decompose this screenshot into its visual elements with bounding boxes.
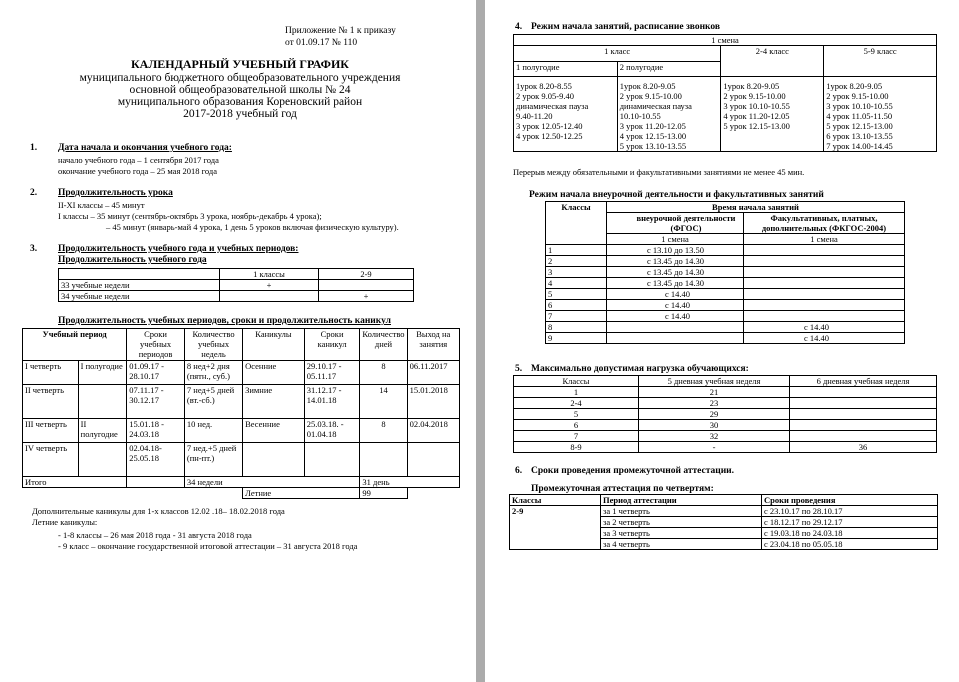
page-right [485,0,959,682]
table-cell: 6 [546,300,607,311]
s3-subtitle: Продолжительность учебного года [58,255,207,265]
table-cell: 2-4 класс [721,46,824,77]
table-cell [744,267,905,278]
table-row [514,442,937,453]
table-header-cell: Выход на занятия [407,329,459,361]
table-cell: 8 нед+2 дня (пятн., суб.) [184,361,242,385]
table-header-cell: внеурочной деятельности (ФГОС) [607,213,744,234]
table-header-cell: Классы [510,495,601,506]
table-header-cell: Факультативных, платных, дополнительных (ФКГОС-2004) [744,213,905,234]
table-row [546,202,905,213]
table-cell [78,443,127,477]
s1-title: Дата начала и окончания учебного года: [58,143,232,153]
table-cell: 1 [546,245,607,256]
table-cell: с 19.03.18 по 24.03.18 [762,528,938,539]
table-cell: Осенние [243,361,305,385]
table-cell: 02.04.18- 25.05.18 [127,443,185,477]
s2-title: Продолжительность урока [58,188,173,198]
s6-title: Сроки проведения промежуточной аттестации. [531,466,735,476]
table-row [546,300,905,311]
subtitle-2: основной общеобразовательной школы № 24 [129,84,351,96]
table-cell: + [319,291,414,302]
load-table [513,375,937,453]
table-cell: 25.03.18. - 01.04.18 [304,419,360,443]
table-row [546,256,905,267]
table-row [514,35,937,46]
table-cell: I четверть [23,361,79,385]
document-title: КАЛЕНДАРНЫЙ УЧЕБНЫЙ ГРАФИК [130,57,350,71]
s3-num: 3. [30,244,38,254]
table-cell: 1 смена [607,234,744,245]
table-cell: с 14.40 [744,333,905,344]
table-cell: 2-9 [319,269,414,280]
table-cell [304,443,360,477]
table-cell: с 13.45 до 14.30 [607,278,744,289]
table-cell: 36 [790,442,937,453]
table-cell: за 1 четверть [601,506,762,517]
table-cell: 01.09.17 - 28.10.17 [127,361,185,385]
table-cell: 10 нед. [184,419,242,443]
table-cell: с 13.10 до 13.50 [607,245,744,256]
s1-line-2: окончание учебного года – 25 мая 2018 года [58,166,217,176]
table-cell: с 14.40 [607,311,744,322]
table-row [23,488,460,499]
table-cell [790,431,937,442]
table-cell: Итого [23,477,127,488]
table-row [514,387,937,398]
table-cell: 33 учебные недели [59,280,220,291]
note-1: Дополнительные каникулы для 1-х классов 12.02 .18– 18.02.2018 года [32,506,285,516]
subtitle-1: муниципального бюджетного общеобразовательного учреждения [79,72,401,84]
s5-num: 5. [515,364,523,374]
table-cell: за 4 четверть [601,539,762,550]
table-cell: с 13.45 до 14.30 [607,267,744,278]
table-cell: 99 [360,488,407,499]
table-cell [319,280,414,291]
s4-num: 4. [515,22,523,32]
table-cell [127,477,185,488]
appendix-line-1: Приложение № 1 к приказу [285,26,396,36]
table-row [514,398,937,409]
table-row [59,291,414,302]
table-cell: 2 полугодие [617,62,721,77]
table-cell [744,289,905,300]
periods-title: Продолжительность учебных периодов, сроки и продолжительность каникул [58,316,391,326]
table-row [546,322,905,333]
table-cell: 15.01.18 - 24.03.18 [127,419,185,443]
table-cell: 06.11.2017 [407,361,459,385]
table-header-cell: Сроки учебных периодов [127,329,185,361]
table-cell: 15.01.2018 [407,385,459,419]
table-cell: 23 [639,398,790,409]
table-cell: Зимние [243,385,305,419]
table-cell: за 2 четверть [601,517,762,528]
table-cell: с 23.10.17 по 28.10.17 [762,506,938,517]
s2-num: 2. [30,188,38,198]
table-cell [607,322,744,333]
table-cell: 30 [639,420,790,431]
table-cell [407,443,459,477]
table-row [546,333,905,344]
table-cell: 8 [360,361,407,385]
table-cell: 8 [546,322,607,333]
table-cell: Летние [243,488,360,499]
table-cell: 14 [360,385,407,419]
appendix-line-2: от 01.09.17 № 110 [285,38,358,48]
table-cell [744,278,905,289]
table-cell: 32 [639,431,790,442]
table-cell: 1 смена [514,35,937,46]
table-cell [790,387,937,398]
periods-table [22,328,460,499]
subtitle-3: муниципального образования Кореновский район [117,96,363,108]
note-3: - 1-8 классы – 26 мая 2018 года - 31 августа 2018 года [58,530,252,540]
table-cell: IV четверть [23,443,79,477]
s1-num: 1. [30,143,38,153]
table-cell: 3 [546,267,607,278]
table-row [514,409,937,420]
table-row [546,267,905,278]
table-cell: 2-4 [514,398,639,409]
note-4: - 9 класс – окончание государственной итоговой аттестации – 31 августа 2018 года [58,541,358,551]
s5-title: Максимально допустимая нагрузка обучающихся: [531,364,749,374]
table-cell [744,311,905,322]
table-cell: 31.12.17 - 14.01.18 [304,385,360,419]
s1-line-1: начало учебного года – 1 сентября 2017 года [58,155,219,165]
table-cell: 5 [514,409,639,420]
page-left [0,0,476,682]
table-row [23,329,460,361]
table-cell: с 23.04.18 по 05.05.18 [762,539,938,550]
table-cell: III четверть [23,419,79,443]
table-header-cell: Количество учебных недель [184,329,242,361]
table-cell: 7 нед+5 дней (вт.-сб.) [184,385,242,419]
table-cell: за 3 четверть [601,528,762,539]
s6-num: 6. [515,466,523,476]
table-header-cell: Сроки проведения [762,495,938,506]
table-cell [59,269,220,280]
table-cell: 21 [639,387,790,398]
table-header-cell: 5 дневная учебная неделя [639,376,790,387]
table-row [546,278,905,289]
table-cell: Весенние [243,419,305,443]
table-cell [790,420,937,431]
table-row [546,289,905,300]
table-cell [78,385,127,419]
table-cell: 5 [546,289,607,300]
table-cell: с 14.40 [607,289,744,300]
table-cell: с 14.40 [744,322,905,333]
table-cell: 1 классы [220,269,319,280]
table-cell: 31 день [360,477,460,488]
table-cell: 29 [639,409,790,420]
table-cell: 1урок 8.20-9.05 2 урок 9.15-10.00 динамическая пауза 10.10-10.55 3 урок 11.20-12.05 4 урок 12.15-13.00 5 урок 13.10-13.55 [617,77,721,152]
s2-line-3: – 45 минут (январь-май 4 урока, 1 день 5 уроков включая физическую культуру). [106,222,399,232]
table-cell: 1урок 8.20-8.55 2 урок 9.05-9.40 динамическая пауза 9.40-11.20 3 урок 12.05-12.40 4 урок 12.50-12.25 [514,77,618,152]
s2-line-1: II-XI классы – 45 минут [58,200,145,210]
table-row [510,506,938,517]
table-cell: 34 недели [184,477,360,488]
table-row [546,311,905,322]
table-row [510,495,938,506]
s3-title: Продолжительность учебного года и учебных периодов: [58,244,299,254]
table-cell: 07.11.17 - 30.12.17 [127,385,185,419]
s2-line-2: I классы – 35 минут (сентябрь-октябрь 3 урока, ноябрь-декабрь 4 урока); [58,211,322,221]
table-cell: 1 смена [744,234,905,245]
table-cell: II полугодие [78,419,127,443]
note-2: Летние каникулы: [32,517,98,527]
year-table [58,268,414,302]
table-cell: 5-9 класс [824,46,937,77]
table-row [514,77,937,152]
table-header-cell: Учебный период [23,329,127,361]
table-header-cell: Каникулы [243,329,305,361]
extra-table [545,201,905,344]
table-cell [744,245,905,256]
table-cell: 1 класс [514,46,721,62]
table-cell [360,443,407,477]
table-cell: 2-9 [510,506,601,550]
bells-note: Перерыв между обязательными и факультативными занятиями не менее 45 мин. [513,167,805,177]
table-header-cell: 6 дневная учебная неделя [790,376,937,387]
table-header-cell: Классы [546,202,607,245]
table-row [514,420,937,431]
table-row [23,477,460,488]
table-cell [607,333,744,344]
table-header-cell: Сроки каникул [304,329,360,361]
table-cell [744,256,905,267]
att-title: Промежуточная аттестация по четвертям: [531,484,714,494]
s4-title: Режим начала занятий, расписание звонков [531,22,721,32]
bells-table [513,34,937,152]
table-cell: 8-9 [514,442,639,453]
table-cell: с 14.40 [607,300,744,311]
table-cell: 4 [546,278,607,289]
table-cell: 1 полугодие [514,62,618,77]
table-cell [243,443,305,477]
table-row [59,280,414,291]
table-cell: 1урок 8.20-9.05 2 урок 9.15-10.00 3 урок 10.10-10.55 4 урок 11.05-11.50 5 урок 12.15-13.00 6 урок 13.10-13.55 7 урок 14.00-14.45 [824,77,937,152]
table-cell: 8 [360,419,407,443]
table-cell: 29.10.17 - 05.11.17 [304,361,360,385]
table-cell [790,398,937,409]
extra-title: Режим начала внеурочной деятельности и факультативных занятий [529,190,824,200]
table-header-cell: Период аттестации [601,495,762,506]
table-cell [220,291,319,302]
table-row [23,443,460,477]
attestation-table [509,494,938,550]
table-cell: с 13.45 до 14.30 [607,256,744,267]
table-cell: 7 [546,311,607,322]
table-cell: 7 нед.+5 дней (пн-пт.) [184,443,242,477]
table-cell: с 18.12.17 по 29.12.17 [762,517,938,528]
table-cell: - [639,442,790,453]
table-header-cell: Время начала занятий [607,202,905,213]
table-cell: II четверть [23,385,79,419]
table-row [514,46,937,62]
table-row [59,269,414,280]
table-row [23,361,460,385]
table-cell: + [220,280,319,291]
table-cell: 1 [514,387,639,398]
table-cell: 34 учебные недели [59,291,220,302]
table-cell: 1урок 8.20-9.05 2 урок 9.15-10.00 3 урок 10.10-10.55 4 урок 11.20-12.05 5 урок 12.15-13.00 [721,77,824,152]
table-cell: 2 [546,256,607,267]
table-row [23,419,460,443]
table-row [23,385,460,419]
subtitle-4: 2017-2018 учебный год [183,108,297,120]
table-cell: I полугодие [78,361,127,385]
table-header-cell: Классы [514,376,639,387]
table-row [514,376,937,387]
table-cell [790,409,937,420]
table-cell: 6 [514,420,639,431]
table-cell [744,300,905,311]
table-header-cell: Количество дней [360,329,407,361]
table-cell: 7 [514,431,639,442]
table-row [514,431,937,442]
table-cell: 9 [546,333,607,344]
table-cell: 02.04.2018 [407,419,459,443]
table-row [546,245,905,256]
